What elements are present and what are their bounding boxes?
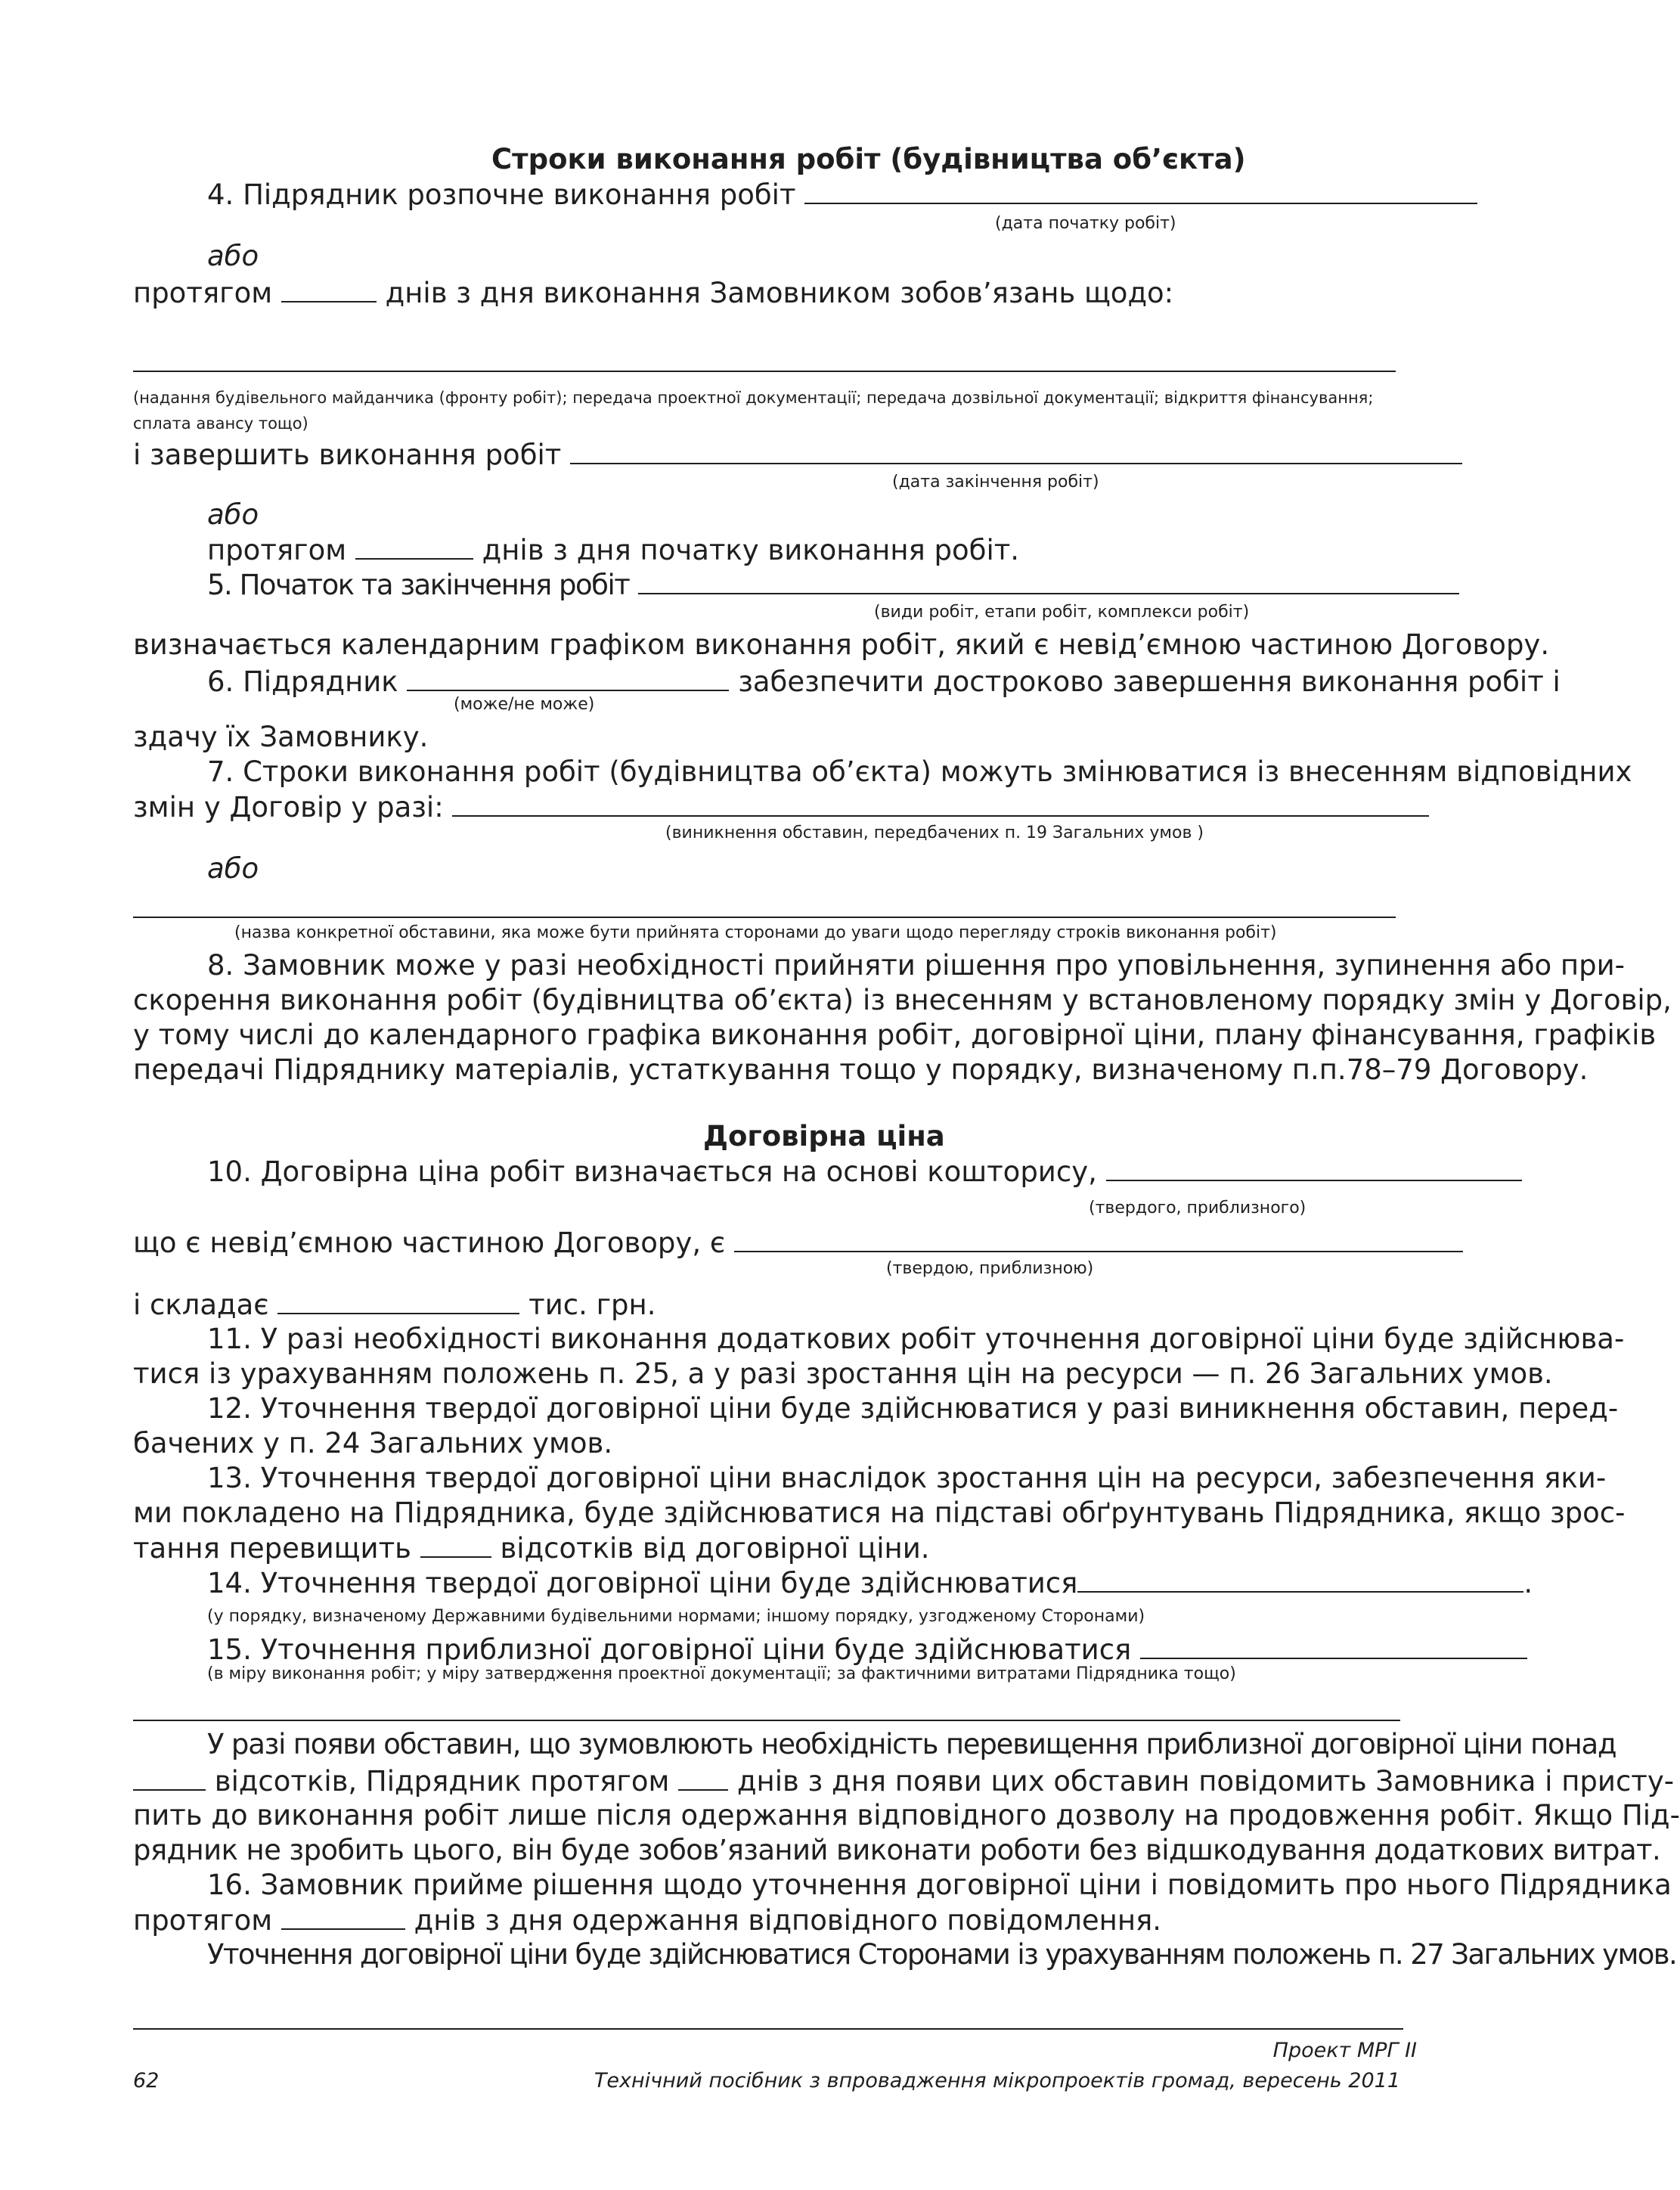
p4-caption: (дата початку робіт)	[995, 214, 1176, 233]
p4-within-line	[133, 275, 1173, 311]
p7-line1: 7. Строки виконання робіт (будівництва об’єкта) можуть змінюватися із внесенням відповідних	[207, 755, 1632, 788]
p15b-days-blank[interactable]	[678, 1763, 728, 1791]
p6-caption: (може/не може)	[454, 695, 595, 714]
or-1: або	[207, 240, 259, 272]
p13-line3-a: тання перевищить	[133, 1532, 411, 1565]
p4-within-b: днів з дня виконання Замовником зобов’язань щодо:	[385, 277, 1174, 309]
p13-line3-b: відсотків від договірної ціни.	[500, 1532, 930, 1565]
p5-caption: (види робіт, етапи робіт, комплекси робіт)	[874, 603, 1250, 622]
footer-title: Технічний посібник з впровадження мікропроектів громад, вересень 2011	[594, 2069, 1400, 2092]
p13-line1: 13. Уточнення твердої договірної ціни внаслідок зростання цін на ресурси, забезпечення яки-	[207, 1462, 1607, 1494]
p16-line3: Уточнення договірної ціни буде здійснюватися Сторонами із урахуванням положень п. 27 Загальних умов.	[207, 1938, 1677, 1971]
p6-mid: забезпечити достроково завершення виконання робіт і	[738, 665, 1561, 698]
p16-line2-a: протягом	[133, 1904, 273, 1937]
p15b-line2-a: відсотків, Підрядник протягом	[214, 1765, 670, 1798]
p6-tail: здачу їх Замовнику.	[133, 721, 429, 753]
p7-circumstances-blank[interactable]	[452, 789, 1429, 817]
p6-lead: 6. Підрядник	[207, 665, 398, 698]
p12-line1: 12. Уточнення твердої договірної ціни буде здійснюватися у разі виникнення обставин, перед-	[207, 1392, 1619, 1425]
section-title-price: Договірна ціна	[703, 1120, 945, 1152]
p4-within2-a: протягом	[207, 534, 347, 566]
p8-line1: 8. Замовник може у разі необхідності прийняти рішення про уповільнення, зупинення або при-	[207, 949, 1625, 982]
p4-finish: і завершить виконання робіт	[133, 439, 562, 471]
p7-line2-text: змін у Договір у разі:	[133, 791, 444, 824]
p7-specific-blank[interactable]	[133, 917, 1396, 918]
p4-finish-date-blank[interactable]	[570, 437, 1462, 464]
p13-line2: ми покладено на Підрядника, буде здійснюватися на підставі обґрунтувань Підрядника, якщо зрос-	[133, 1497, 1626, 1529]
p4-line	[207, 177, 1477, 212]
p10-line3-b: тис. грн.	[528, 1289, 656, 1321]
p4-start-date-blank[interactable]	[804, 177, 1477, 204]
p6-can-blank[interactable]	[407, 664, 729, 691]
p7-line2	[133, 789, 1429, 825]
p15-lead: 15. Уточнення приблизної договірної ціни буде здійснюватися	[207, 1633, 1132, 1666]
p8-line4: передачі Підряднику матеріалів, устаткування тощо у порядку, визначеному п.п.78–79 Договору.	[133, 1053, 1589, 1086]
footer-page-number: 62	[133, 2069, 160, 2092]
p4-within2-b: днів з дня початку виконання робіт.	[482, 534, 1020, 566]
p16-line1: 16. Замовник прийме рішення щодо уточнення договірної ціни і повідомить про нього Підрядника	[207, 1869, 1672, 1901]
p10-caption: (твердого, приблизного)	[1089, 1199, 1306, 1218]
p16-days-blank[interactable]	[281, 1903, 405, 1930]
p15-line	[207, 1632, 1527, 1667]
p14-procedure-blank[interactable]	[1077, 1565, 1523, 1593]
p16-line2	[133, 1903, 1161, 1938]
p10-line2-text: що є невід’ємною частиною Договору, є	[133, 1227, 726, 1259]
p8-line2: скорення виконання робіт (будівництва об’єкта) із внесенням у встановленому порядку змін у Договір,	[133, 984, 1672, 1016]
p13-percent-blank[interactable]	[420, 1531, 491, 1558]
p16-line2-b: днів з дня одержання відповідного повідомлення.	[414, 1904, 1162, 1937]
p15b-line3: пить до виконання робіт лише після одержання відповідного дозволу на продовження робіт. Якщо Під-	[133, 1799, 1680, 1832]
p14-line	[207, 1565, 1533, 1601]
p4-days2-blank[interactable]	[355, 532, 473, 560]
p15-caption: (в міру виконання робіт; у міру затвердження проектної документації; за фактичними витратами Підрядника тощо)	[207, 1664, 1236, 1683]
p8-line3: у тому числі до календарного графіка виконання робіт, договірної ціни, плану фінансування, графіків	[133, 1019, 1657, 1051]
p15b-line1: У разі появи обставин, що зумовлюють необхідність перевищення приблизної договірної ціни понад	[207, 1728, 1616, 1760]
footer-project: Проект МРГ ІІ	[1272, 2039, 1417, 2062]
p10-estimate-type-blank[interactable]	[1106, 1154, 1522, 1181]
p7-caption: (виникнення обставин, передбачених п. 19 Загальних умов )	[665, 824, 1204, 842]
p5-lead: 5. Початок та закінчення робіт	[207, 569, 630, 601]
p10-line1	[207, 1154, 1522, 1190]
p4-caption2-line2: сплата авансу тощо)	[133, 414, 308, 433]
p5-line	[207, 567, 1459, 603]
p15b-percent-blank[interactable]	[133, 1763, 206, 1791]
p5-tail: визначається календарним графіком виконання робіт, який є невід’ємною частиною Договору.	[133, 628, 1550, 661]
p10-price-type-blank[interactable]	[734, 1225, 1463, 1252]
p14-end: .	[1523, 1567, 1533, 1599]
p15-extra-blank[interactable]	[133, 1720, 1400, 1721]
p4-finish-caption: (дата закінчення робіт)	[892, 473, 1099, 492]
p10-line3	[133, 1287, 656, 1323]
p11-line1: 11. У разі необхідності виконання додаткових робіт уточнення договірної ціни буде здійснюва-	[207, 1323, 1625, 1355]
footer-rule	[133, 2028, 1403, 2030]
p10-line2	[133, 1225, 1463, 1261]
p4-obligations-blank[interactable]	[133, 371, 1396, 372]
p4-within-a: протягом	[133, 277, 273, 309]
p4-days-blank[interactable]	[281, 275, 377, 302]
p14-lead: 14. Уточнення твердої договірної ціни буде здійснюватися	[207, 1567, 1078, 1599]
p10-amount-blank[interactable]	[277, 1287, 519, 1314]
p14-caption: (у порядку, визначеному Державними будівельними нормами; іншому порядку, узгодженому Сторонами)	[207, 1607, 1145, 1626]
section-title-deadlines: Строки виконання робіт (будівництва об’єкта)	[491, 143, 1246, 175]
p15b-line2	[133, 1763, 1674, 1799]
p4-finish-line	[133, 437, 1462, 473]
p4-within2-line	[207, 532, 1019, 568]
p4-caption2-line1: (надання будівельного майданчика (фронту робіт); передача проектної документації; передача дозвільної документації; відкриття фінансування;	[133, 389, 1374, 407]
p15-method-blank[interactable]	[1140, 1632, 1527, 1659]
p4-lead: 4. Підрядник розпочне виконання робіт	[207, 178, 796, 211]
p13-line3	[133, 1531, 930, 1566]
p15b-line2-b: днів з дня появи цих обставин повідомить Замовника і присту-	[736, 1765, 1675, 1798]
or-3: або	[207, 852, 259, 885]
p10-line3-a: і складає	[133, 1289, 269, 1321]
p10-caption2: (твердою, приблизною)	[886, 1259, 1094, 1278]
p15b-line4: рядник не зробить цього, він буде зобов’язаний виконати роботи без відшкодування додаткових витрат.	[133, 1834, 1661, 1866]
p7-caption2: (назва конкретної обставини, яка може бути прийнята сторонами до уваги щодо перегляду строків виконання робіт)	[234, 923, 1277, 942]
p6-line	[207, 664, 1561, 699]
p10-lead: 10. Договірна ціна робіт визначається на основі кошторису,	[207, 1155, 1097, 1188]
or-2: або	[207, 498, 259, 531]
p11-line2: тися із урахуванням положень п. 25, а у разі зростання цін на ресурси — п. 26 Загальних умов.	[133, 1357, 1553, 1390]
p5-works-blank[interactable]	[638, 567, 1459, 594]
p12-line2: бачених у п. 24 Загальних умов.	[133, 1427, 613, 1459]
